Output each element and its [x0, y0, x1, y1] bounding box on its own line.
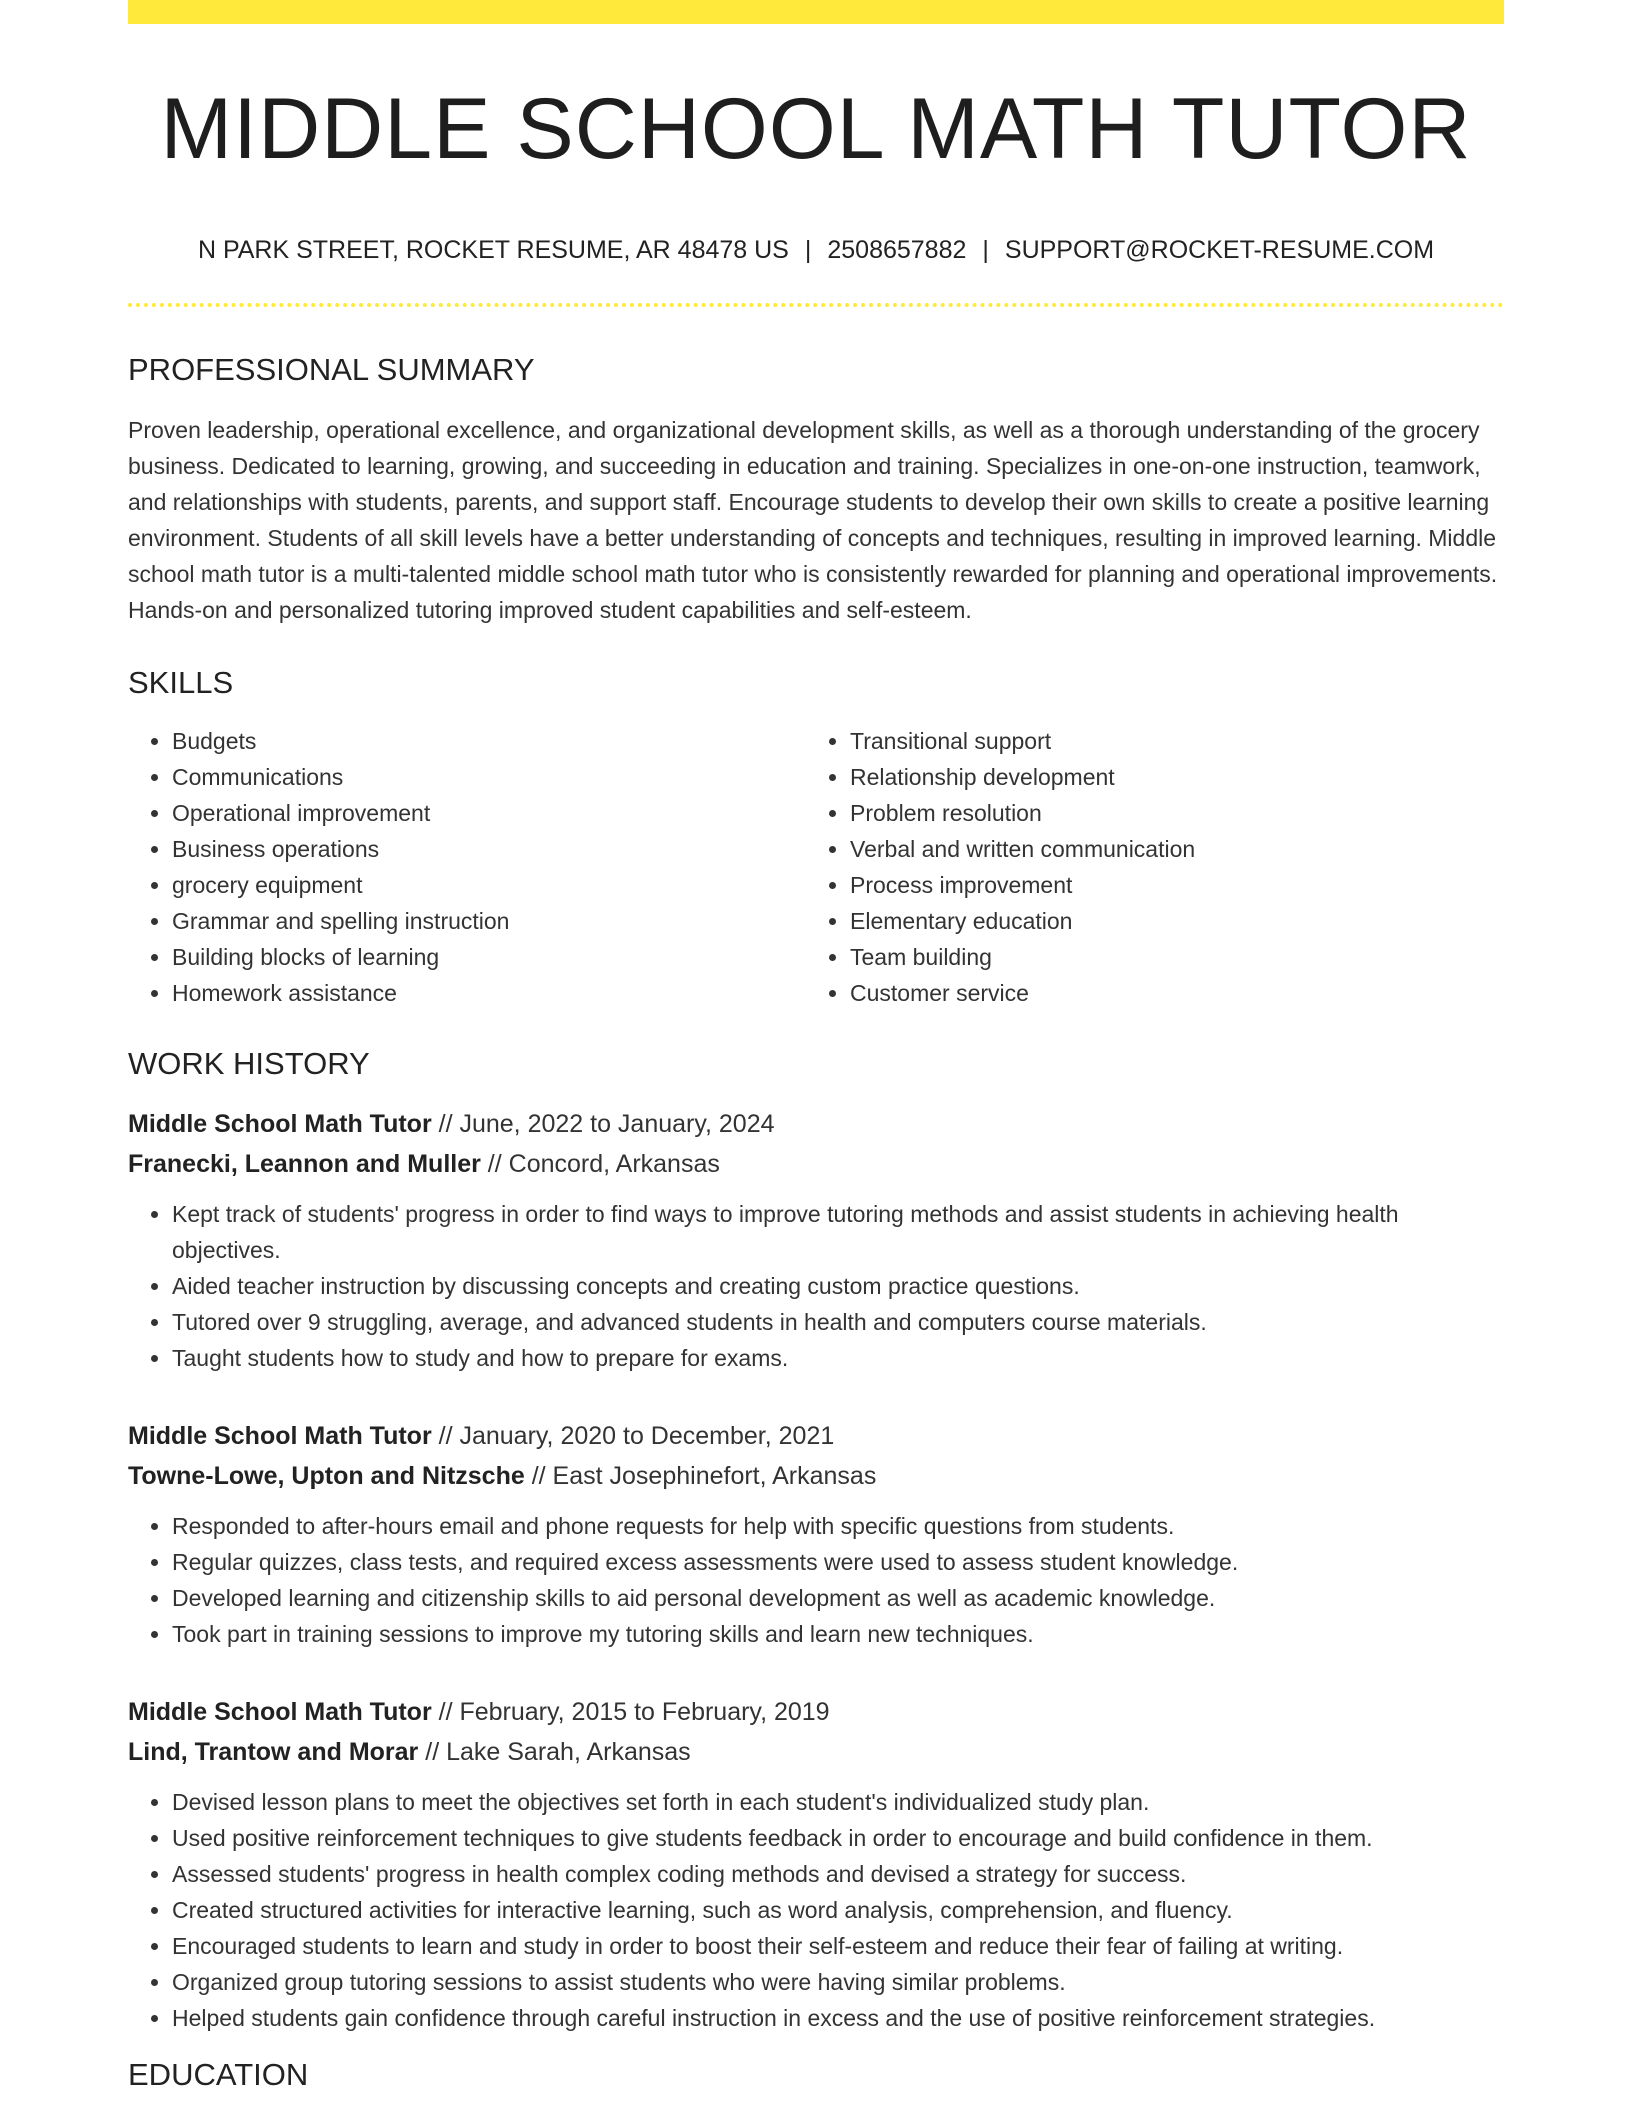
skill-item: • Elementary education [850, 903, 1484, 939]
work-history-heading: WORK HISTORY [128, 1045, 370, 1081]
job-bullets [128, 1784, 1504, 2036]
skill-item: • Transitional support [850, 723, 1484, 759]
job-role: Middle School Math Tutor [128, 1698, 432, 1727]
skill-item: • Process improvement [850, 867, 1484, 903]
job-company-line [128, 1732, 1504, 1772]
contact-separator: | [804, 235, 812, 264]
job-company-line [128, 1456, 1504, 1496]
skill-item: • Building blocks of learning [172, 939, 806, 975]
job-role: Middle School Math Tutor [128, 1422, 432, 1451]
job-entry [128, 1104, 1504, 1376]
job-bullet: • Tutored over 9 struggling, average, and advanced students in health and computers course materials. [172, 1304, 1504, 1340]
job-company-line [128, 1144, 1504, 1184]
contact-address: N PARK STREET, ROCKET RESUME, AR 48478 US [197, 235, 789, 264]
job-bullet: • Kept track of students' progress in order to find ways to improve tutoring methods and assist students in achieving health objectives. [172, 1196, 1504, 1268]
job-bullet: • Taught students how to study and how to prepare for exams. [172, 1340, 1504, 1376]
job-dates: // June, 2022 to January, 2024 [431, 1110, 775, 1139]
job-bullet: • Helped students gain confidence through careful instruction in excess and the use of positive reinforcement strategies. [172, 2000, 1504, 2036]
job-bullet: • Encouraged students to learn and study in order to boost their self-esteem and reduce their fear of failing at writing. [172, 1928, 1504, 1964]
skill-item: • Relationship development [850, 759, 1484, 795]
skill-item: • Operational improvement [172, 795, 806, 831]
skill-item: • grocery equipment [172, 867, 806, 903]
contact-line [128, 235, 1504, 265]
contact-email[interactable]: SUPPORT@ROCKET-RESUME.COM [1004, 235, 1435, 264]
education-heading: EDUCATION [128, 2057, 309, 2093]
job-bullet: • Created structured activities for interactive learning, such as word analysis, comprehension, and fluency. [172, 1892, 1504, 1928]
job-bullet: • Responded to after-hours email and phone requests for help with specific questions from students. [172, 1508, 1504, 1544]
summary-text: Proven leadership, operational excellence, and organizational development skills, as well as a thorough understanding of the grocery business. Dedicated to learning, growing, and succeeding in education and training. Specializes in one-on-one instruction, teamwork, and relationships with students, parents, and support staff. Encourage students to develop their own skills to create a positive learning environment. Students of all skill levels have a better understanding of concepts and techniques, resulting in improved learning. Middle school math tutor is a multi-talented middle school math tutor who is consistently rewarded for planning and operational improvements. Hands-on and personalized tutoring improved student capabilities and self-esteem. [128, 416, 1498, 623]
job-role: Middle School Math Tutor [128, 1110, 432, 1139]
accent-top-bar [128, 0, 1504, 24]
skill-item: • Verbal and written communication [850, 831, 1484, 867]
contact-phone[interactable]: 2508657882 [827, 235, 967, 264]
job-bullet: • Developed learning and citizenship skills to aid personal development as well as academic knowledge. [172, 1580, 1504, 1616]
job-entry [128, 1416, 1504, 1652]
skill-item: • Communications [172, 759, 806, 795]
skill-item: • Problem resolution [850, 795, 1484, 831]
dotted-divider [128, 303, 1504, 307]
job-bullet: • Took part in training sessions to improve my tutoring skills and learn new techniques. [172, 1616, 1504, 1652]
resume-page [128, 0, 1504, 2093]
job-location: // East Josephinefort, Arkansas [524, 1462, 877, 1491]
skill-item: • Business operations [172, 831, 806, 867]
skill-item: • Grammar and spelling instruction [172, 903, 806, 939]
job-bullet: • Organized group tutoring sessions to assist students who were having similar problems. [172, 1964, 1504, 2000]
job-dates: // February, 2015 to February, 2019 [431, 1698, 830, 1727]
job-dates: // January, 2020 to December, 2021 [431, 1422, 835, 1451]
skill-item: • Customer service [850, 975, 1484, 1011]
contact-separator: | [982, 235, 989, 264]
job-title-line [128, 1416, 1504, 1456]
job-bullets [128, 1508, 1504, 1652]
job-title-line [128, 1692, 1504, 1732]
skills-column-left [128, 723, 806, 1011]
job-bullet: • Aided teacher instruction by discussing concepts and creating custom practice questions. [172, 1268, 1504, 1304]
skill-item: • Budgets [172, 723, 806, 759]
job-company: Towne-Lowe, Upton and Nitzsche [128, 1462, 525, 1491]
summary-heading: PROFESSIONAL SUMMARY [128, 351, 535, 387]
skills-heading: SKILLS [128, 664, 234, 700]
job-entry [128, 1692, 1504, 2036]
skills-column-right [806, 723, 1484, 1011]
job-company: Franecki, Leannon and Muller [128, 1150, 481, 1179]
job-bullet: • Devised lesson plans to meet the objectives set forth in each student's individualized study plan. [172, 1784, 1504, 1820]
job-title-line [128, 1104, 1504, 1144]
job-bullets [128, 1196, 1504, 1376]
job-location: // Concord, Arkansas [480, 1150, 720, 1179]
skills-list [128, 723, 1504, 1011]
skill-item: • Team building [850, 939, 1484, 975]
job-bullet: • Regular quizzes, class tests, and required excess assessments were used to assess student knowledge. [172, 1544, 1504, 1580]
candidate-name: MIDDLE SCHOOL MATH TUTOR [160, 81, 1472, 177]
job-company: Lind, Trantow and Morar [128, 1738, 419, 1767]
job-bullet: • Used positive reinforcement techniques to give students feedback in order to encourage and build confidence in them. [172, 1820, 1504, 1856]
job-location: // Lake Sarah, Arkansas [418, 1738, 691, 1767]
skill-item: • Homework assistance [172, 975, 806, 1011]
job-bullet: • Assessed students' progress in health complex coding methods and devised a strategy for success. [172, 1856, 1504, 1892]
